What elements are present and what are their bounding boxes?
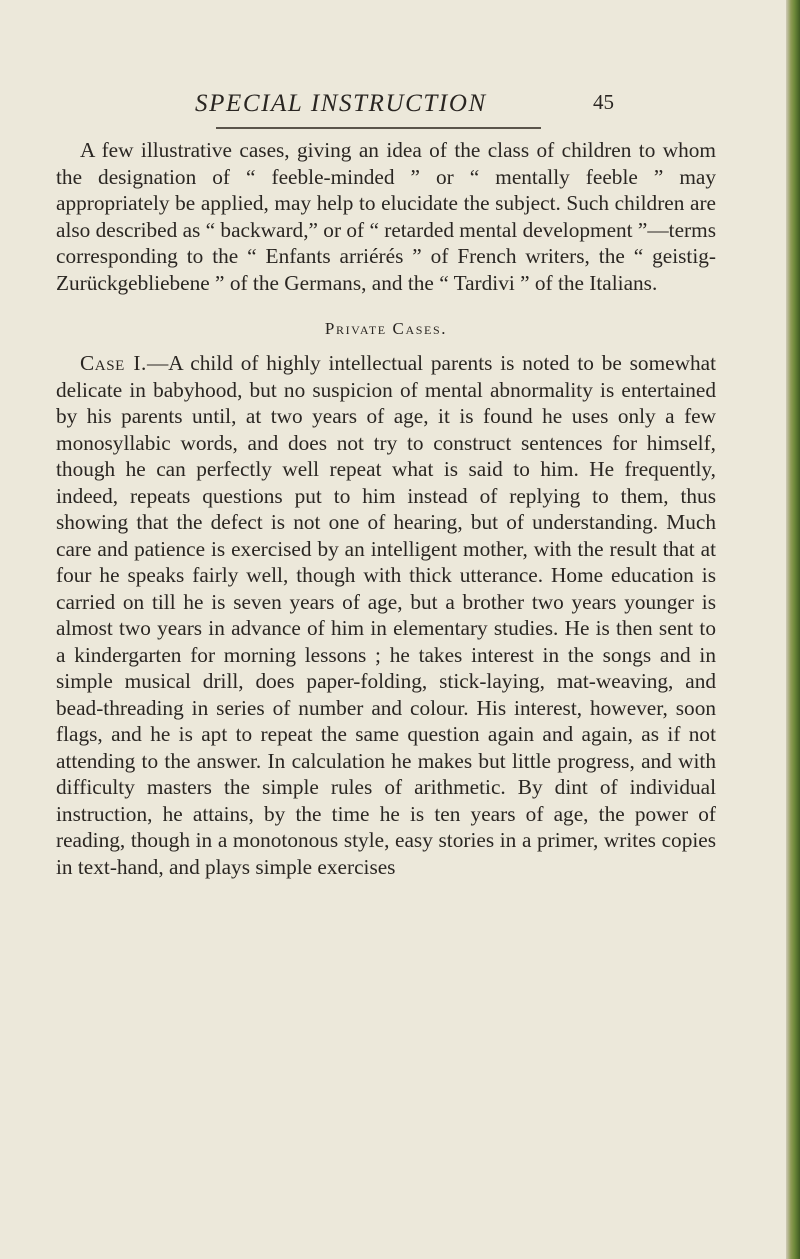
case-paragraph: [56, 350, 716, 880]
header-rule: [216, 127, 541, 129]
case-text: —A child of highly intellectual parents is noted to be somewhat delicate in babyhood, but no suspicion of mental abnormality is entertained by his parents until, at two years of age, it is found he uses only a few monosyllabic words, and does not try to construct sentences for himself, though he can perfectly well repeat what is said to him. He frequently, indeed, repeats questions put to him instead of replying to them, thus showing that the defect is not one of hearing, but of understanding. Much care and patience is exercised by an intelligent mother, with the result that at four he speaks fairly well, though with thick utterance. Home education is carried on till he is seven years of age, but a brother two years younger is almost two years in advance of him in elementary studies. He is then sent to a kindergarten for morning lessons ; he takes interest in the songs and in simple musical drill, does paper-folding, stick-laying, mat-weaving, and bead-threading in series of number and colour. His interest, however, soon flags, and he is apt to repeat the same question again and again, as if not attending to the answer. In calculation he makes but little progress, and with difficulty masters the simple rules of arithmetic. By dint of individual instruction, he attains, by the time he is ten years of age, the power of reading, though in a monotonous style, easy stories in a primer, writes copies in text-hand, and plays simple exercises: [56, 351, 716, 879]
book-spine-edge: [786, 0, 800, 1259]
running-head: SPECIAL INSTRUCTION: [195, 90, 487, 117]
case-label: Case I.: [80, 351, 147, 375]
intro-paragraph: A few illustrative cases, giving an idea of the class of children to whom the designation of “ feeble-minded ” or “ mentally feeble ” may appropriately be applied, may help to elucidate the subject. Such children are also described as “ backward,” or of “ retarded mental development ”—terms corresponding to the “ Enfants arriérés ” of French writers, the “ geistig-Zurückgebliebene ” of the Germans, and the “ Tardivi ” of the Italians.: [56, 138, 716, 295]
section-heading: Private Cases.: [324, 319, 448, 338]
body-text: [56, 137, 716, 880]
page-number: 45: [593, 90, 614, 114]
page-header: [195, 90, 635, 124]
